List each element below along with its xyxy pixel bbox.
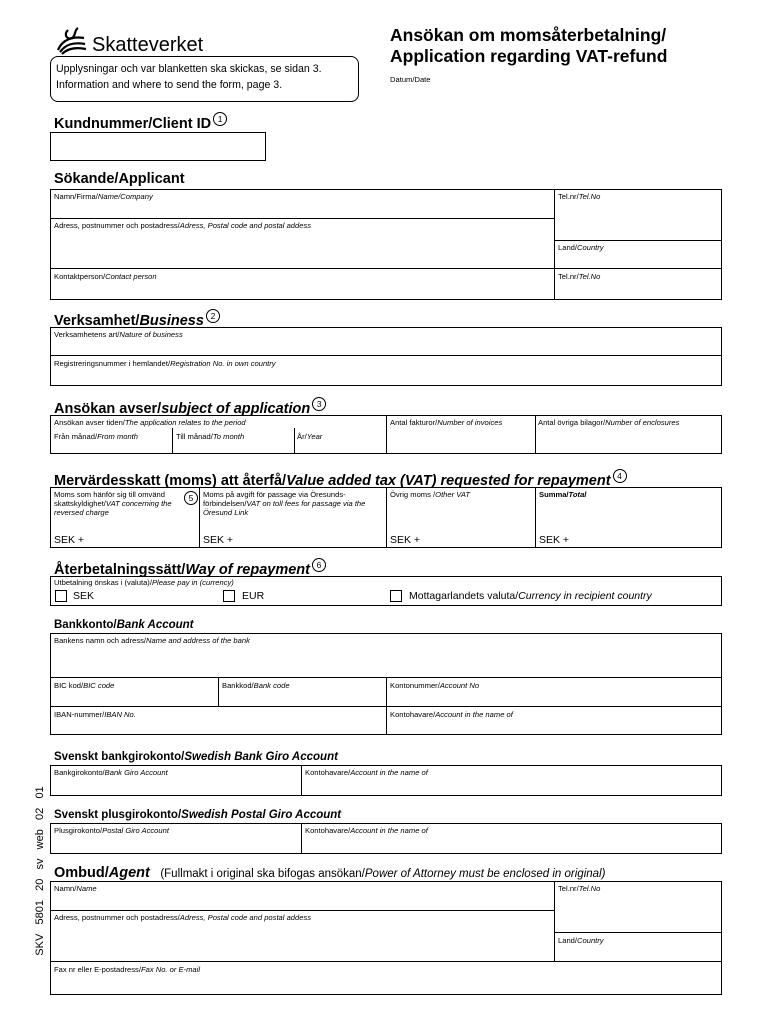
bankgiro-account-label: Bankgirokonto/Bank Giro Account <box>54 768 168 777</box>
repayment-heading: Återbetalningssätt/Way of repayment 6 <box>54 558 326 578</box>
applicant-name-label: Namn/Firma/Name/Company <box>54 192 153 201</box>
title-en: Application regarding VAT-refund <box>390 46 668 66</box>
applicant-address-label: Adress, postnummer och postadress/Adress, Postal code and postal addess <box>54 221 312 230</box>
note-marker: 1 <box>213 112 227 126</box>
plusgiro-holder-label: Kontohavare/Account in the name of <box>305 826 428 835</box>
bankgiro-holder-label: Kontohavare/Account in the name of <box>305 768 428 777</box>
eur-option-label: EUR <box>242 590 265 602</box>
vat-other-sek: SEK + <box>390 534 421 546</box>
vat-toll-fees-label: Moms på avgift för passage via Öresunds-förbindelsen/VAT on toll fees for passage via the Öresund Link <box>203 490 366 517</box>
invoices-label: Antal fakturor/Number of invoices <box>390 418 503 427</box>
agency-name: Skatteverket <box>92 34 204 56</box>
title-sv: Ansökan om momsåterbetalning/ <box>390 25 667 45</box>
bank-heading: Bankkonto/Bank Account <box>54 619 194 631</box>
info-text-en: Information and where to send the form, page 3. <box>56 79 283 91</box>
applicant-contact-label: Kontaktperson/Contact person <box>54 272 157 281</box>
vat-toll-fees-sek: SEK + <box>203 534 234 546</box>
bic-label: BIC kod/BIC code <box>54 681 115 690</box>
plusgiro-account-label: Plusgirokonto/Postal Giro Account <box>54 826 169 835</box>
agent-name-field[interactable] <box>51 882 553 909</box>
business-nature-label: Verksamhetens art/Nature of business <box>54 330 183 339</box>
subject-heading: Ansökan avser/subject of application 3 <box>54 397 326 417</box>
vat-total-sek: SEK + <box>539 534 570 546</box>
from-month-label: Från månad/From month <box>54 432 138 441</box>
vat-reversed-charge-sek: SEK + <box>54 534 85 546</box>
business-heading: Verksamhet/Business 2 <box>54 309 220 329</box>
note-marker: 5 <box>184 491 198 505</box>
note-marker: 3 <box>312 397 326 411</box>
account-no-label: Kontonummer/Account No <box>390 681 480 690</box>
client-id-heading: Kundnummer/Client ID 1 <box>54 112 227 132</box>
business-regno-label: Registreringsnummer i hemlandet/Registration No. in own country <box>54 359 276 368</box>
sek-checkbox[interactable] <box>55 590 67 602</box>
bank-code-label: Bankkod/Bank code <box>222 681 290 690</box>
recipient-currency-checkbox[interactable] <box>390 590 402 602</box>
agent-address-label: Adress, postnummer och postadress/Adress, Postal code and postal addess <box>54 913 312 922</box>
bank-holder-label: Kontohavare/Account in the name of <box>390 710 513 719</box>
recipient-currency-label: Mottagarlandets valuta/Currency in recipient country <box>409 590 652 602</box>
to-month-label: Till månad/To month <box>176 432 245 441</box>
bank-name-label: Bankens namn och adress/Name and address of the bank <box>54 636 250 645</box>
agent-note: (Fullmakt i original ska bifogas ansökan/Power of Attorney must be enclosed in original) <box>160 868 606 880</box>
vat-other-label: Övrig moms /Other VAT <box>390 490 471 499</box>
enclosures-label: Antal övriga bilagor/Number of enclosures <box>538 418 680 427</box>
vat-total-label: Summa/Total <box>539 490 587 499</box>
applicant-country-label: Land/Country <box>558 243 604 252</box>
form-code-vertical: SKV 5801 20 sv web 02 01 <box>34 786 46 956</box>
client-id-field[interactable] <box>50 132 266 161</box>
info-text-sv: Upplysningar och var blanketten ska skickas, se sidan 3. <box>56 63 322 75</box>
date-label: Datum/Date <box>390 75 431 84</box>
plusgiro-heading: Svenskt plusgirokonto/Swedish Postal Giro Account <box>54 809 342 821</box>
sek-option-label: SEK <box>73 590 95 602</box>
vat-heading: Mervärdesskatt (moms) att återfå/Value added tax (VAT) requested for repayment 4 <box>54 469 627 489</box>
iban-label: IBAN-nummer/IBAN No. <box>54 710 136 719</box>
agent-fax-label: Fax nr eller E-postadress/Fax No. or E-mail <box>54 965 201 974</box>
agent-name-label: Namn/Name <box>54 884 97 893</box>
note-marker: 6 <box>312 558 326 572</box>
period-label: Ansökan avser tiden/The application relates to the period <box>54 418 246 427</box>
applicant-phone-label: Tel.nr/Tel.No <box>558 192 601 201</box>
note-marker: 4 <box>613 469 627 483</box>
year-label: År/Year <box>297 432 323 441</box>
note-marker: 2 <box>206 309 220 323</box>
skatteverket-crown-icon <box>54 26 88 56</box>
applicant-heading: Sökande/Applicant <box>54 171 185 187</box>
bankgiro-heading: Svenskt bankgirokonto/Swedish Bank Giro Account <box>54 751 338 763</box>
vat-reversed-charge-label: Moms som hänför sig till omvänd skattskyldighet/VAT concerning the reversed charge <box>54 490 172 517</box>
skatteverket-logo <box>54 26 234 58</box>
agent-phone-label: Tel.nr/Tel.No <box>558 884 601 893</box>
agent-country-label: Land/Country <box>558 936 604 945</box>
eur-checkbox[interactable] <box>223 590 235 602</box>
applicant-phone2-label: Tel.nr/Tel.No <box>558 272 601 281</box>
currency-label: Utbetalning önskas i (valuta)/Please pay in (currency) <box>54 578 234 587</box>
info-box <box>50 56 359 102</box>
agent-heading: Ombud/Agent (Fullmakt i original ska bifogas ansökan/Power of Attorney must be enclosed in original) <box>54 865 606 881</box>
